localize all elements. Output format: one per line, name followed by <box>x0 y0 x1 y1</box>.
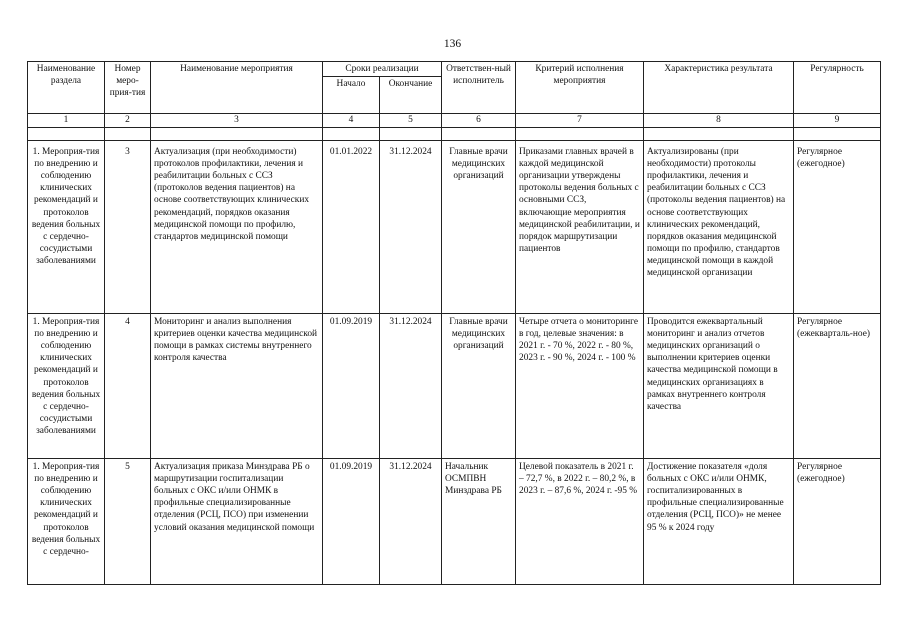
row-criterion: Приказами главных врачей в каждой медицинской организации утверждены протоколы ведения больных с основными ССЗ, включающие мероприятия медицинской реабилитации, и порядок маршрутизации пациентов <box>516 141 644 314</box>
column-number: 8 <box>644 114 794 128</box>
row-number: 5 <box>105 459 151 585</box>
row-regularity: Регулярное (ежегодное) <box>794 141 881 314</box>
empty-cell <box>105 128 151 141</box>
header-start: Начало <box>323 77 380 114</box>
empty-cell <box>380 128 442 141</box>
row-start-date: 01.09.2019 <box>323 314 380 459</box>
row-event: Мониторинг и анализ выполнения критериев оценки качества медицинской помощи в рамках системы внутреннего контроля качества <box>151 314 323 459</box>
header-event-number: Номер меро-прия-тия <box>105 62 151 114</box>
header-end: Окончание <box>380 77 442 114</box>
row-regularity: Регулярное (ежекварталь-ное) <box>794 314 881 459</box>
row-result: Проводится ежеквартальный мониторинг и анализ отчетов медицинских организаций о выполнении критериев оценки качества медицинской помощи в медицинских организациях в рамках внутреннего контроля качества <box>644 314 794 459</box>
empty-cell <box>794 128 881 141</box>
row-section: 1. Мероприя-тия по внедрению и соблюдению клинических рекомендаций и протоколов ведения больных с сердечно-сосудистыми заболеваниями <box>28 141 105 314</box>
row-end-date: 31.12.2024 <box>380 141 442 314</box>
spacer-row <box>28 128 881 141</box>
row-event: Актуализация (при необходимости) протоколов профилактики, лечения и реабилитации больных с ССЗ (протоколов ведения пациентов) на основе соответствующих клинических рекомендаций, порядков оказания медицинской помощи по профилю, стандартов медицинской помощи <box>151 141 323 314</box>
header-regularity: Регулярность <box>794 62 881 114</box>
events-table <box>27 61 881 585</box>
header-event-name: Наименование мероприятия <box>151 62 323 114</box>
empty-cell <box>442 128 516 141</box>
table-row <box>28 141 881 314</box>
table-row <box>28 314 881 459</box>
column-number: 3 <box>151 114 323 128</box>
row-event: Актуализация приказа Минздрава РБ о маршрутизации госпитализации больных с ОКС и/или ОНМК в профильные специализированные отделения (РСЦ, ПСО) при изменении условий оказания медицинской помощи <box>151 459 323 585</box>
row-result: Достижение показателя «доля больных с ОКС и/или ОНМК, госпитализированных в профильные специализированные отделения (РСЦ, ПСО)» не менее 95 % к 2024 году <box>644 459 794 585</box>
row-section: 1. Мероприя-тия по внедрению и соблюдению клинических рекомендаций и протоколов ведения больных с сердечно-сосудистыми заболеваниями <box>28 314 105 459</box>
empty-cell <box>644 128 794 141</box>
page-number: 136 <box>443 38 462 50</box>
column-number: 7 <box>516 114 644 128</box>
header-responsible: Ответствен-ный исполнитель <box>442 62 516 114</box>
column-numbers-row <box>28 114 881 128</box>
row-start-date: 01.09.2019 <box>323 459 380 585</box>
table-row <box>28 459 881 585</box>
header-section-name: Наименование раздела <box>28 62 105 114</box>
row-start-date: 01.01.2022 <box>323 141 380 314</box>
empty-cell <box>323 128 380 141</box>
row-responsible: Главные врачи медицинских организаций <box>442 141 516 314</box>
row-section: 1. Мероприя-тия по внедрению и соблюдению клинических рекомендаций и протоколов ведения больных с сердечно- <box>28 459 105 585</box>
row-number: 3 <box>105 141 151 314</box>
header-result: Характеристика результата <box>644 62 794 114</box>
column-number: 9 <box>794 114 881 128</box>
header-criterion: Критерий исполнения мероприятия <box>516 62 644 114</box>
header-row <box>28 62 881 77</box>
empty-cell <box>28 128 105 141</box>
row-number: 4 <box>105 314 151 459</box>
row-responsible: Начальник ОСМПВН Минздрава РБ <box>442 459 516 585</box>
column-number: 6 <box>442 114 516 128</box>
column-number: 1 <box>28 114 105 128</box>
row-responsible: Главные врачи медицинских организаций <box>442 314 516 459</box>
column-number: 5 <box>380 114 442 128</box>
header-terms: Сроки реализации <box>323 62 442 77</box>
empty-cell <box>151 128 323 141</box>
column-number: 2 <box>105 114 151 128</box>
row-end-date: 31.12.2024 <box>380 459 442 585</box>
column-number: 4 <box>323 114 380 128</box>
row-result: Актуализированы (при необходимости) протоколы профилактики, лечения и реабилитации больных с ССЗ (протоколы ведения пациентов) на основе соответствующих клинических рекомендаций, порядков оказания медицинской помощи по профилю, стандартов медицинской помощи в каждой медицинской организации <box>644 141 794 314</box>
row-end-date: 31.12.2024 <box>380 314 442 459</box>
empty-cell <box>516 128 644 141</box>
row-regularity: Регулярное (ежегодное) <box>794 459 881 585</box>
row-criterion: Целевой показатель в 2021 г. – 72,7 %, в 2022 г. – 80,2 %, в 2023 г. – 87,6 %, 2024 г. -95 % <box>516 459 644 585</box>
row-criterion: Четыре отчета о мониторинге в год, целевые значения: в 2021 г. - 70 %, 2022 г. - 80 %, 2023 г. - 90 %, 2024 г. - 100 % <box>516 314 644 459</box>
